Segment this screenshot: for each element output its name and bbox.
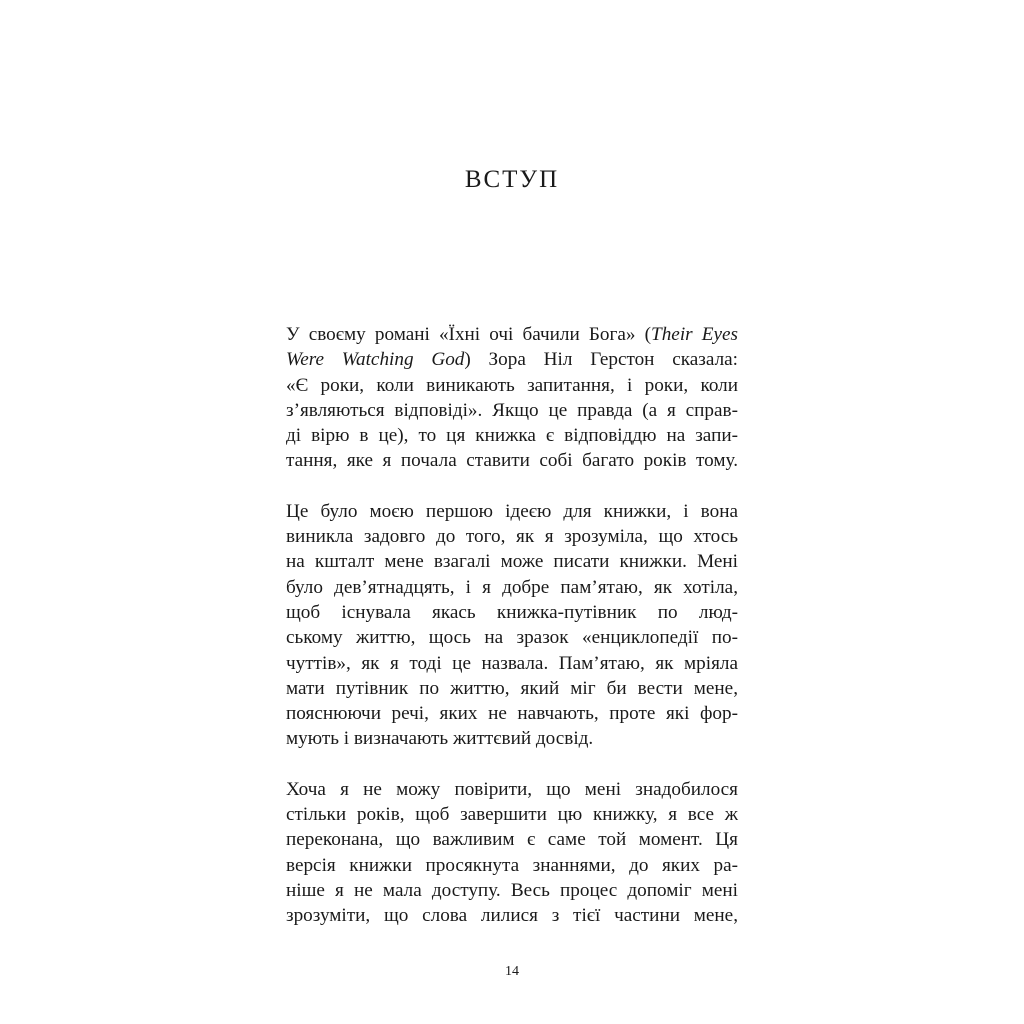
line-text: переконана, що важливим є саме той момент. Ця <box>286 829 738 851</box>
line-text: «Є роки, коли виникають запитання, і роки, коли <box>286 374 738 396</box>
text-line <box>286 676 738 701</box>
page-number: 14 <box>505 964 519 979</box>
line-text: було дев’ятнадцять, і я добре пам’ятаю, як хотіла, <box>286 576 738 598</box>
line-text: виникла задовго до того, як я зрозуміла, що хтось <box>286 526 738 548</box>
text-line <box>286 373 738 398</box>
text-line <box>286 878 738 903</box>
text-line <box>286 802 738 827</box>
text-line <box>286 600 738 625</box>
text-line <box>286 777 738 802</box>
line-text: тання, яке я почала ставити собі багато років тому. <box>286 450 738 472</box>
line-text: ді вірю в це), то ця книжка є відповіддю на запи- <box>286 425 738 447</box>
body-text <box>286 322 738 954</box>
text-line <box>286 625 738 650</box>
line-text: на кшталт мене взагалі може писати книжки. Мені <box>286 551 738 573</box>
line-text: щоб існувала якась книжка-путівник по люд- <box>286 601 738 623</box>
line-text: стільки років, щоб завершити цю книжку, я все ж <box>286 804 738 826</box>
line-text: пояснюючи речі, яких не навчають, проте які фор- <box>286 703 738 725</box>
text-line <box>286 499 738 524</box>
line-text: з’являються відповіді». Якщо це правда (а я справ- <box>286 399 738 421</box>
line-text: зрозуміти, що слова лилися з тієї частини мене, <box>286 905 738 927</box>
text-line <box>286 524 738 549</box>
text-line <box>286 701 738 726</box>
chapter-title: ВСТУП <box>464 166 560 193</box>
line-text: ському життю, щось на зразок «енциклопедії по- <box>286 627 738 649</box>
line-text: чуттів», як я тоді це назвала. Пам’ятаю, як мріяла <box>286 652 738 674</box>
text-line <box>286 853 738 878</box>
line-text: Це було моєю першою ідеєю для книжки, і вона <box>286 500 738 522</box>
italic-title: Their Eyes <box>651 324 738 345</box>
italic-title: Were Watching God <box>286 349 465 371</box>
text-line <box>286 423 738 448</box>
text-line <box>286 726 738 751</box>
text-line <box>286 448 738 473</box>
line-text: мують і визначають життєвий досвід. <box>286 728 594 750</box>
line-text: ) Зора Ніл Герстон сказала: <box>464 349 738 371</box>
line-text: У своєму романі «Їхні очі бачили Бога» ( <box>286 324 652 345</box>
text-line <box>286 322 738 347</box>
line-text: Хоча я не можу повірити, що мені знадобилося <box>286 778 738 800</box>
text-line <box>286 398 738 423</box>
line-text: мати путівник по життю, який міг би вести мене, <box>286 677 738 699</box>
text-line <box>286 903 738 928</box>
text-line <box>286 549 738 574</box>
text-line <box>286 575 738 600</box>
line-text: ніше я не мала доступу. Весь процес допоміг мені <box>286 879 738 901</box>
text-line <box>286 827 738 852</box>
text-line <box>286 347 738 372</box>
paragraph <box>286 499 738 752</box>
line-text: версія книжки просякнута знаннями, до яких ра- <box>286 854 738 876</box>
paragraph <box>286 777 738 929</box>
paragraph <box>286 322 738 474</box>
text-line <box>286 651 738 676</box>
